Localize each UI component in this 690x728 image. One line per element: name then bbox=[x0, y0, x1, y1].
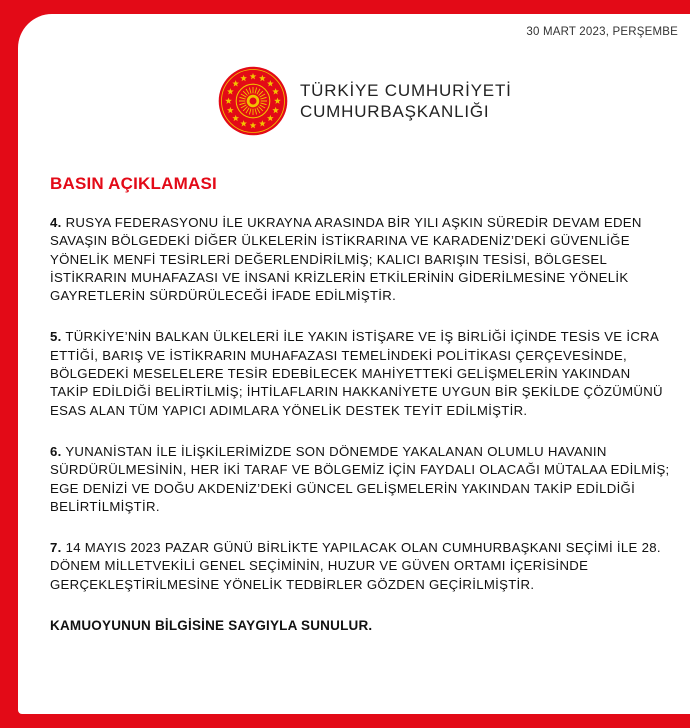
document-title: BASIN AÇIKLAMASI bbox=[50, 174, 217, 193]
closing-statement: KAMUOYUNUN BİLGİSİNE SAYGIYLA SUNULUR. bbox=[50, 618, 373, 634]
paragraph-text: TÜRKİYE’NİN BALKAN ÜLKELERİ İLE YAKIN İSTİŞARE VE İŞ BİRLİĞİ İÇİNDE TESİS VE İCRA ETTİĞİ, BARIŞ VE İSTİKRARIN MUHAFAZASI TEMELİNDEKİ POLİTİKASI ÇERÇEVESİNDE, BÖLGEDEKİ MESELELERE TESİR EDEBİLECEK MAHİYETTEKİ GELİŞMELERİN YAKINDAN TAKİP EDİLDİĞİ BELİRTİLMİŞ; İHTİLAFLARIN HAKKANİYETE UYGUN BİR ŞEKİLDE ÇÖZÜMÜNÜ ESAS ALAN TÜM YAPICI ADIMLARA YÖNELİK DESTEK TEYİT EDİLMİŞTİR. bbox=[50, 329, 663, 418]
press-release-card bbox=[18, 14, 690, 714]
paragraph-text: 14 MAYIS 2023 PAZAR GÜNÜ BİRLİKTE YAPILACAK OLAN CUMHURBAŞKANI SEÇİMİ İLE 28. DÖNEM MİLLETVEKİLİ GENEL SEÇİMİNİN, HUZUR VE GÜVEN ORTAMI İÇERİSİNDE GERÇEKLEŞTİRİLMESİNE YÖNELİK TEDBİRLER GÖZDEN GEÇİRİLMİŞTİR. bbox=[50, 540, 661, 592]
institution-line-1: TÜRKİYE CUMHURİYETİ bbox=[300, 81, 512, 100]
paragraph-number: 4. bbox=[50, 215, 62, 230]
presidential-seal-icon bbox=[218, 66, 288, 136]
paragraph-text: YUNANİSTAN İLE İLİŞKİLERİMİZDE SON DÖNEMDE YAKALANAN OLUMLU HAVANIN SÜRDÜRÜLMESİNİN, HER İKİ TARAF VE BÖLGEMİZ İÇİN FAYDALI OLACAĞI MÜTALAA EDİLMİŞ; EGE DENİZİ VE DOĞU AKDENİZ’DEKİ GÜNCEL GELİŞMELERİN YAKINDAN TAKİP EDİLDİĞİ BELİRTİLMİŞTİR. bbox=[50, 443, 670, 514]
document-body bbox=[50, 214, 670, 635]
paragraph-number: 6. bbox=[50, 443, 62, 459]
letterhead bbox=[218, 66, 512, 136]
paragraph-number: 5. bbox=[50, 329, 62, 345]
paragraph-5 bbox=[50, 328, 670, 419]
paragraph-6 bbox=[50, 443, 670, 516]
institution-name bbox=[300, 80, 512, 122]
paragraph-text: RUSYA FEDERASYONU İLE UKRAYNA ARASINDA BİR YILI AŞKIN SÜREDİR DEVAM EDEN SAVAŞIN BÖLGEDEKİ DİĞER ÜLKELERİN İSTİKRARINA VE KARADENİZ’DEKİ GÜVENLİĞE YÖNELİK MENFİ TESİRLERİ DEĞERLENDİRİLMİŞ; KALICI BARIŞIN TESİSİ, BÖLGESEL İSTİKRARIN MUHAFAZASI VE İNSANİ KRİZLERİN ETKİLERİNİN GİDERİLMESİNE YÖNELİK GAYRETLERİN SÜRDÜRÜLECEĞİ İFADE EDİLMİŞTİR. bbox=[50, 215, 642, 304]
paragraph-7 bbox=[50, 539, 670, 594]
paragraph-number: 7. bbox=[50, 540, 62, 556]
paragraph-4 bbox=[50, 214, 670, 305]
institution-line-2: CUMHURBAŞKANLIĞI bbox=[300, 102, 490, 121]
release-date: 30 MART 2023, PERŞEMBE bbox=[526, 26, 678, 38]
